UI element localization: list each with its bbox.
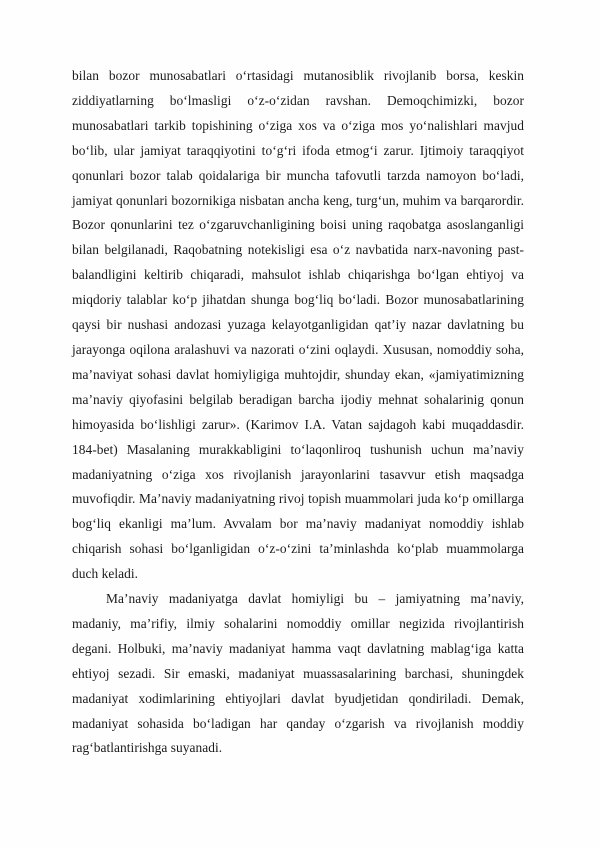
paragraph-state-patronage: Ma’naviy madaniyatga davlat homiyligi bu – jamiyatning ma’naviy, madaniy, ma’rifiy, ilmiy sohalarini nomoddiy omillar negizida rivojlantirish degani. Holbuki, ma’naviy madaniyat hamma vaqt davlatning mablag‘iga katta ehtiyoj sezadi. Sir emaski, madaniyat muassasalarining barchasi, shuningdek madaniyat xodimlarining ehtiyojlari davlat byudjetidan qondiriladi. Demak, madaniyat sohasida bo‘ladigan har qanday o‘zgarish va rivojlanish moddiy rag‘batlantirishga suyanadi.: [72, 591, 524, 756]
paragraph-continued: bilan bozor munosabatlari o‘rtasidagi mutanosiblik rivojlanib borsa, keskin ziddiyatlarning bo‘lmasligi o‘z-o‘zidan ravshan. Demoqchimizki, bozor munosabatlari tarkib topishining o‘ziga xos va o‘ziga mos yo‘nalishlari mavjud bo‘lib, ular jamiyat taraqqiyotini to‘g‘ri ifoda etmog‘i zarur. Ijtimoiy taraqqiyot qonunlari bozor talab qoidalariga bir muncha tafovutli tarzda namoyon bo‘ladi, jamiyat qonunlari bozornikiga nisbatan ancha keng, turg‘un, muhim va barqarordir. Bozor qonunlarini tez o‘zgaruvchanligining boisi uning raqobatga asoslanganligi bilan belgilanadi, Raqobatning notekisligi esa o‘z navbatida narx-navoning past-balandligini keltirib chiqaradi, mahsulot ishlab chiqarishga bo‘lgan ehtiyoj va miqdoriy talablar ko‘p jihatdan shunga bog‘liq bo‘ladi. Bozor munosabatlarining qaysi bir nushasi andozasi yuzaga kelayotganligidan qat’iy nazar davlatning bu jarayonga oqilona aralashuvi va nazorati o‘zini oqlaydi. Xususan, nomoddiy soha, ma’naviyat sohasi davlat homiyligiga muhtojdir, shunday ekan, «jamiyatimizning ma’naviy qiyofasini belgilab beradigan barcha ijodiy mehnat sohalarinig qonun himoyasida bo‘lishligi zarur». (Karimov I.A. Vatan sajdagoh kabi muqaddasdir. 184-bet) Masalaning murakkabligini to‘laqonliroq tushunish uchun ma’naviy madaniyatning o‘ziga xos rivojlanish jarayonlarini tasavvur etish maqsadga muvofiqdir. Ma’naviy madaniyatning rivoj topish muammolari juda ko‘p omillarga bog‘liq ekanligi ma’lum. Avvalam bor ma’naviy madaniyat nomoddiy ishlab chiqarish sohasi bo‘lganligidan o‘z-o‘zini ta’minlashda ko‘plab muammolarga duch keladi.: [72, 68, 524, 582]
